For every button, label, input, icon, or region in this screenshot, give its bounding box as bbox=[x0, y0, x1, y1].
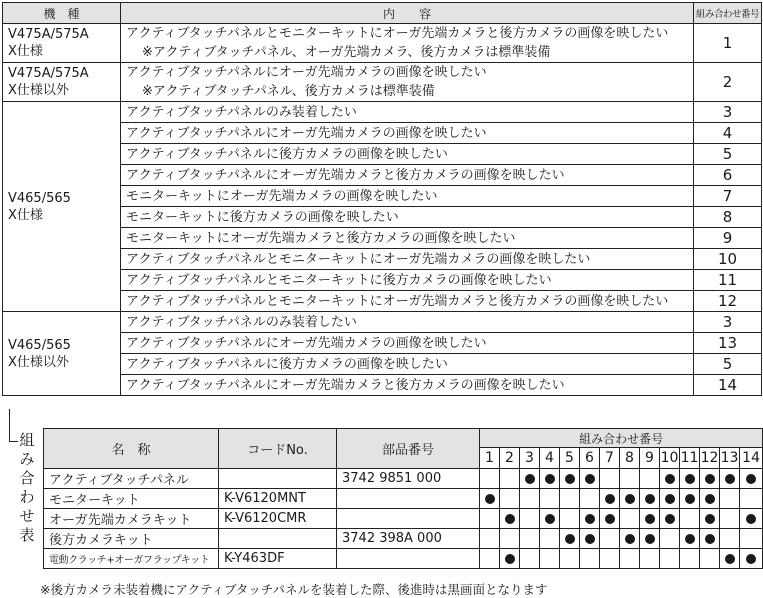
combination-number-header: 11 bbox=[680, 448, 700, 469]
combination-mark-cell bbox=[580, 549, 600, 569]
combination-mark-cell bbox=[660, 489, 680, 509]
combination-mark-cell bbox=[660, 549, 680, 569]
combination-number-header: 2 bbox=[500, 448, 520, 469]
content-row bbox=[3, 312, 762, 333]
filled-circle-icon bbox=[665, 494, 675, 504]
filled-circle-icon bbox=[746, 554, 756, 564]
combination-mark-cell bbox=[700, 509, 720, 529]
filled-circle-icon bbox=[645, 494, 655, 504]
part-name-cell: アクティブタッチパネル bbox=[44, 469, 219, 489]
content-cell bbox=[121, 123, 694, 144]
combination-number-cell: 6 bbox=[694, 165, 762, 186]
combination-mark-cell bbox=[740, 509, 763, 529]
combination-mark-cell bbox=[560, 509, 580, 529]
combination-number-header: 14 bbox=[740, 448, 763, 469]
filled-circle-icon bbox=[725, 474, 735, 484]
filled-circle-icon bbox=[485, 494, 495, 504]
combination-mark-cell bbox=[480, 549, 500, 569]
filled-circle-icon bbox=[585, 474, 595, 484]
combination-mark-cell bbox=[600, 549, 620, 569]
combination-mark-cell bbox=[540, 489, 560, 509]
connector-line bbox=[9, 409, 18, 442]
combination-mark-cell bbox=[720, 469, 740, 489]
content-text: アクティブタッチパネルにオーガ先端カメラの画像を映したい bbox=[126, 125, 487, 141]
combination-mark-cell bbox=[600, 509, 620, 529]
header-name: 名 称 bbox=[44, 429, 219, 469]
filled-circle-icon bbox=[705, 514, 715, 524]
combination-mark-cell bbox=[740, 549, 763, 569]
combination-mark-cell bbox=[520, 489, 540, 509]
content-cell bbox=[121, 291, 694, 312]
combination-number-header: 1 bbox=[480, 448, 500, 469]
filled-circle-icon bbox=[685, 494, 695, 504]
combination-mark-cell bbox=[680, 469, 700, 489]
combination-number-cell: 5 bbox=[694, 354, 762, 375]
combination-mark-cell bbox=[500, 469, 520, 489]
combination-mark-cell bbox=[540, 549, 560, 569]
combination-mark-cell bbox=[560, 489, 580, 509]
model-cell: V475A/575A X仕様以外 bbox=[3, 63, 121, 102]
part-name-cell: 後方カメラキット bbox=[44, 529, 219, 549]
part-number-cell bbox=[337, 509, 480, 529]
combination-mark-cell bbox=[640, 489, 660, 509]
combination-parts-table bbox=[43, 428, 763, 569]
content-text: アクティブタッチパネルにオーガ先端カメラの画像を映したい bbox=[126, 65, 487, 80]
filled-circle-icon bbox=[725, 554, 735, 564]
code-number-cell: K-V6120MNT bbox=[219, 489, 337, 509]
filled-circle-icon bbox=[645, 534, 655, 544]
combination-mark-cell bbox=[480, 509, 500, 529]
filled-circle-icon bbox=[585, 514, 595, 524]
filled-circle-icon bbox=[685, 474, 695, 484]
combination-mark-cell bbox=[520, 509, 540, 529]
side-label-char: み bbox=[19, 450, 35, 468]
filled-circle-icon bbox=[645, 514, 655, 524]
combination-mark-cell bbox=[600, 489, 620, 509]
combination-mark-cell bbox=[680, 549, 700, 569]
content-cell bbox=[121, 24, 694, 63]
combination-mark-cell bbox=[480, 469, 500, 489]
content-cell bbox=[121, 270, 694, 291]
combination-number-header: 3 bbox=[520, 448, 540, 469]
combination-mark-cell bbox=[640, 549, 660, 569]
combination-mark-cell bbox=[540, 469, 560, 489]
content-cell bbox=[121, 354, 694, 375]
combination-number-cell: 13 bbox=[694, 333, 762, 354]
content-cell bbox=[121, 102, 694, 123]
content-text: アクティブタッチパネルのみ装着したい bbox=[126, 104, 357, 120]
combination-number-cell: 4 bbox=[694, 123, 762, 144]
combination-mark-cell bbox=[740, 469, 763, 489]
combination-mark-cell bbox=[500, 509, 520, 529]
content-text: アクティブタッチパネルに後方カメラの画像を映したい bbox=[126, 146, 448, 162]
combination-mark-cell bbox=[700, 469, 720, 489]
content-text: アクティブタッチパネルに後方カメラの画像を映したい bbox=[126, 356, 448, 372]
combination-mark-cell bbox=[580, 529, 600, 549]
combination-mark-cell bbox=[520, 529, 540, 549]
content-note: ※アクティブタッチパネル、後方カメラは標準装備 bbox=[142, 84, 435, 99]
combination-mark-cell bbox=[660, 469, 680, 489]
parts-row bbox=[44, 529, 763, 549]
filled-circle-icon bbox=[505, 514, 515, 524]
combination-mark-cell bbox=[560, 529, 580, 549]
combination-number-header: 9 bbox=[640, 448, 660, 469]
filled-circle-icon bbox=[545, 514, 555, 524]
combination-mark-cell bbox=[640, 509, 660, 529]
combination-mark-cell bbox=[620, 489, 640, 509]
content-text: アクティブタッチパネルとモニターキットにオーガ先端カメラと後方カメラの画像を映したい bbox=[126, 293, 669, 309]
combination-mark-cell bbox=[680, 489, 700, 509]
filled-circle-icon bbox=[585, 534, 595, 544]
combination-mark-cell bbox=[720, 549, 740, 569]
header-combination-number: 組み合わせ番号 bbox=[480, 429, 763, 448]
combination-mark-cell bbox=[540, 529, 560, 549]
content-cell bbox=[121, 207, 694, 228]
filled-circle-icon bbox=[545, 474, 555, 484]
combination-mark-cell bbox=[720, 509, 740, 529]
code-number-cell bbox=[219, 469, 337, 489]
part-name-cell: 電動クラッチ+オーガフラップキット bbox=[44, 549, 219, 569]
combination-number-cell: 5 bbox=[694, 144, 762, 165]
content-cell bbox=[121, 186, 694, 207]
content-note: ※アクティブタッチパネル、オーガ先端カメラ、後方カメラは標準装備 bbox=[142, 45, 551, 60]
side-label-char: せ bbox=[19, 507, 35, 525]
combination-mark-cell bbox=[700, 489, 720, 509]
content-row bbox=[3, 102, 762, 123]
header-content: 内 容 bbox=[121, 3, 694, 24]
filled-circle-icon bbox=[565, 474, 575, 484]
combination-number-cell: 11 bbox=[694, 270, 762, 291]
combination-mark-cell bbox=[500, 529, 520, 549]
header-combination-number: 組み合わせ番号 bbox=[694, 3, 762, 24]
content-cell bbox=[121, 249, 694, 270]
combination-mark-cell bbox=[580, 469, 600, 489]
combination-mark-cell bbox=[580, 489, 600, 509]
combination-mark-cell bbox=[680, 529, 700, 549]
combination-mark-cell bbox=[700, 549, 720, 569]
content-text: アクティブタッチパネルのみ装着したい bbox=[126, 314, 357, 330]
content-cell bbox=[121, 165, 694, 186]
combination-mark-cell bbox=[620, 509, 640, 529]
code-number-cell: K-V6120CMR bbox=[219, 509, 337, 529]
side-label-combination-table bbox=[18, 431, 36, 545]
filled-circle-icon bbox=[746, 474, 756, 484]
filled-circle-icon bbox=[746, 514, 756, 524]
combination-mark-cell bbox=[500, 549, 520, 569]
part-number-cell bbox=[337, 549, 480, 569]
combination-mark-cell bbox=[720, 489, 740, 509]
combination-mark-cell bbox=[620, 469, 640, 489]
content-text: モニターキットに後方カメラの画像を映したい bbox=[126, 209, 399, 225]
combination-number-header: 6 bbox=[580, 448, 600, 469]
content-cell bbox=[121, 144, 694, 165]
content-cell bbox=[121, 312, 694, 333]
filled-circle-icon bbox=[605, 494, 615, 504]
combination-mark-cell bbox=[500, 489, 520, 509]
side-label-char: 合 bbox=[19, 469, 35, 487]
filled-circle-icon bbox=[605, 514, 615, 524]
parts-row bbox=[44, 469, 763, 489]
filled-circle-icon bbox=[705, 534, 715, 544]
content-cell bbox=[121, 375, 694, 396]
parts-row bbox=[44, 489, 763, 509]
combination-number-cell: 1 bbox=[694, 24, 762, 63]
combination-number-header: 8 bbox=[620, 448, 640, 469]
combination-mark-cell bbox=[520, 469, 540, 489]
filled-circle-icon bbox=[525, 474, 535, 484]
model-cell: V465/565 X仕様 bbox=[3, 102, 121, 312]
combination-number-header: 7 bbox=[600, 448, 620, 469]
side-label-char: 組 bbox=[19, 431, 35, 449]
combination-mark-cell bbox=[600, 529, 620, 549]
combination-mark-cell bbox=[480, 529, 500, 549]
parts-row bbox=[44, 549, 763, 569]
model-cell: V465/565 X仕様以外 bbox=[3, 312, 121, 396]
content-text: モニターキットにオーガ先端カメラの画像を映したい bbox=[126, 188, 438, 204]
side-label-char: わ bbox=[19, 488, 35, 506]
combination-number-header: 4 bbox=[540, 448, 560, 469]
combination-mark-cell bbox=[520, 549, 540, 569]
parts-row bbox=[44, 509, 763, 529]
combination-mark-cell bbox=[680, 509, 700, 529]
combination-mark-cell bbox=[640, 529, 660, 549]
content-row bbox=[3, 24, 762, 63]
code-number-cell bbox=[219, 529, 337, 549]
combination-mark-cell bbox=[740, 529, 763, 549]
content-text: アクティブタッチパネルにオーガ先端カメラと後方カメラの画像を映したい bbox=[126, 167, 565, 183]
filled-circle-icon bbox=[665, 474, 675, 484]
combination-mark-cell bbox=[700, 529, 720, 549]
combination-number-cell: 2 bbox=[694, 63, 762, 102]
header-model: 機 種 bbox=[3, 3, 121, 24]
combination-mark-cell bbox=[600, 469, 620, 489]
content-cell bbox=[121, 63, 694, 102]
combination-number-cell: 10 bbox=[694, 249, 762, 270]
combination-mark-cell bbox=[580, 509, 600, 529]
filled-circle-icon bbox=[705, 474, 715, 484]
combination-mark-cell bbox=[560, 549, 580, 569]
combination-number-cell: 8 bbox=[694, 207, 762, 228]
filled-circle-icon bbox=[685, 534, 695, 544]
filled-circle-icon bbox=[565, 534, 575, 544]
content-cell bbox=[121, 228, 694, 249]
combination-mark-cell bbox=[720, 529, 740, 549]
part-name-cell: オーガ先端カメラキット bbox=[44, 509, 219, 529]
combination-number-cell: 12 bbox=[694, 291, 762, 312]
combination-number-cell: 9 bbox=[694, 228, 762, 249]
combination-mark-cell bbox=[560, 469, 580, 489]
combination-mark-cell bbox=[640, 469, 660, 489]
combination-content-table bbox=[2, 2, 762, 396]
filled-circle-icon bbox=[665, 514, 675, 524]
content-text: モニターキットにオーガ先端カメラと後方カメラの画像を映したい bbox=[126, 230, 516, 246]
combination-mark-cell bbox=[480, 489, 500, 509]
content-text: アクティブタッチパネルとモニターキットに後方カメラの画像を映したい bbox=[126, 272, 552, 288]
combination-number-header: 5 bbox=[560, 448, 580, 469]
combination-mark-cell bbox=[660, 509, 680, 529]
part-number-cell: 3742 398A 000 bbox=[337, 529, 480, 549]
combination-number-cell: 14 bbox=[694, 375, 762, 396]
combination-mark-cell bbox=[740, 489, 763, 509]
combination-mark-cell bbox=[660, 529, 680, 549]
content-text: アクティブタッチパネルにオーガ先端カメラと後方カメラの画像を映したい bbox=[126, 377, 565, 393]
combination-number-cell: 3 bbox=[694, 102, 762, 123]
part-number-cell: 3742 9851 000 bbox=[337, 469, 480, 489]
parts-table-header bbox=[44, 429, 763, 448]
content-row bbox=[3, 63, 762, 102]
filled-circle-icon bbox=[505, 554, 515, 564]
part-number-cell bbox=[337, 489, 480, 509]
part-name-cell: モニターキット bbox=[44, 489, 219, 509]
content-text: アクティブタッチパネルとモニターキットにオーガ先端カメラの画像を映したい bbox=[126, 251, 591, 267]
content-text: アクティブタッチパネルとモニターキットにオーガ先端カメラと後方カメラの画像を映したい bbox=[126, 26, 669, 41]
header-part-number: 部品番号 bbox=[337, 429, 480, 469]
content-text: アクティブタッチパネルにオーガ先端カメラの画像を映したい bbox=[126, 335, 487, 351]
combination-number-header: 13 bbox=[720, 448, 740, 469]
code-number-cell: K-Y463DF bbox=[219, 549, 337, 569]
combination-number-header: 12 bbox=[700, 448, 720, 469]
footnote: ※後方カメラ未装着機にアクティブタッチパネルを装着した際、後進時は黒画面となります bbox=[40, 582, 548, 597]
combination-number-header: 10 bbox=[660, 448, 680, 469]
header-code: コードNo. bbox=[219, 429, 337, 469]
combination-mark-cell bbox=[620, 549, 640, 569]
filled-circle-icon bbox=[705, 494, 715, 504]
combination-number-cell: 3 bbox=[694, 312, 762, 333]
filled-circle-icon bbox=[625, 494, 635, 504]
combination-number-cell: 7 bbox=[694, 186, 762, 207]
filled-circle-icon bbox=[625, 534, 635, 544]
combination-mark-cell bbox=[540, 509, 560, 529]
side-label-char: 表 bbox=[19, 526, 35, 544]
model-cell: V475A/575A X仕様 bbox=[3, 24, 121, 63]
content-table-header bbox=[3, 3, 762, 24]
combination-mark-cell bbox=[620, 529, 640, 549]
content-cell bbox=[121, 333, 694, 354]
